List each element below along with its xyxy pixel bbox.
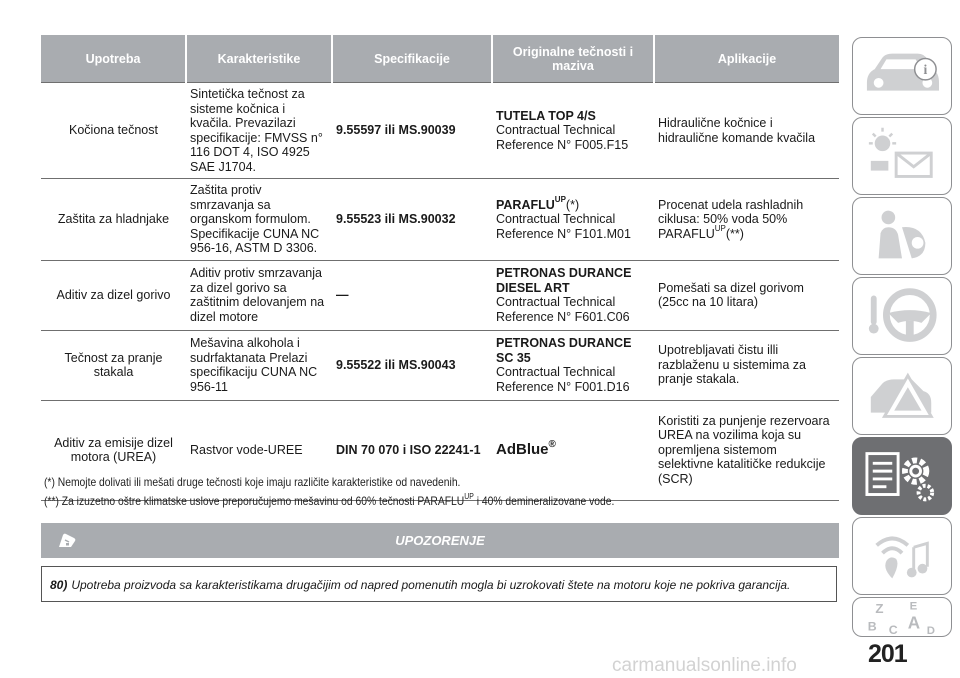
warning-text: 80) Upotreba proizvoda sa karakteristikama drugačijim od napred pomenutih mogla bi uzrokovati štete na motoru koje ne pokriva garancija. [41, 566, 837, 602]
cell-characteristics: Rastvor vode-UREE [186, 400, 332, 500]
product-reference: Contractual Technical Reference N° F101.M01 [496, 212, 631, 241]
emergency-warning-icon [853, 358, 951, 434]
safety-airbag-icon [853, 198, 951, 274]
col-header-specifications: Specifikacije [332, 35, 492, 83]
product-name: PETRONAS DURANCE SC 35 [496, 336, 632, 365]
product-name: AdBlue® [496, 438, 556, 458]
product-name: TUTELA TOP 4/S [496, 108, 596, 123]
nav-tab-starting-driving[interactable] [852, 277, 952, 355]
cell-product [492, 179, 654, 261]
svg-text:E: E [909, 600, 918, 613]
warning-header [41, 523, 839, 558]
table-row [41, 330, 839, 400]
footnotes [44, 473, 844, 511]
cell-specification: 9.55523 ili MS.90032 [332, 179, 492, 261]
cell-application: Pomešati sa dizel gorivom (25cc na 10 litara) [654, 260, 839, 330]
col-header-characteristics: Karakteristike [186, 35, 332, 83]
cell-product [492, 83, 654, 179]
cell-specification: 9.55597 ili MS.90039 [332, 83, 492, 179]
cell-characteristics: Sintetička tečnost za sisteme kočnica i kvačila. Prevazilazi specifikacije: FMVSS n° 116 DOT 4, ISO 4925 SAE J1704. [186, 83, 332, 179]
svg-text:A: A [907, 613, 921, 633]
cell-application: Koristiti za punjenje rezervoara UREA na vozilima koja su opremljena sistemom selektivne katalitičke redukcije (SCR) [654, 400, 839, 500]
cell-use: Aditiv za dizel gorivo [41, 260, 186, 330]
svg-text:C: C [888, 623, 898, 636]
footnote-2: (**) Za izuzetno oštre klimatske uslove preporučujemo mešavinu od 60% tečnosti $PARAFLU^{UP}$ i 40% demineralizovane vode. [44, 492, 615, 508]
cell-product [492, 260, 654, 330]
alphabetical-index-icon [853, 598, 951, 636]
table-row [41, 83, 839, 179]
table-row [41, 260, 839, 330]
product-reference: Contractual Technical Reference N° F601.C06 [496, 295, 630, 324]
cell-specification: — [332, 260, 492, 330]
nav-tab-maintenance[interactable] [852, 437, 952, 515]
nav-tab-emergency[interactable] [852, 357, 952, 435]
fluids-table [41, 35, 839, 501]
nav-tab-index[interactable] [852, 597, 952, 637]
cell-characteristics: Mešavina alkohola i sudrfaktanata Prelazi specifikaciju CUNA NC 956-11 [186, 330, 332, 400]
cell-application: Upotrebljavati čistu illi razblaženu u sistemima za pranje stakala. [654, 330, 839, 400]
cell-use: Tečnost za pranje stakala [41, 330, 186, 400]
nav-tab-car[interactable] [852, 37, 952, 115]
product-reference: Contractual Technical Reference N° F005.F15 [496, 123, 629, 152]
svg-text:Z: Z [875, 601, 884, 617]
watermark: carmanualsonline.info [612, 655, 797, 676]
maintenance-gear-icon [853, 438, 951, 514]
cell-use: Kočiona tečnost [41, 83, 186, 179]
product-reference: Contractual Technical Reference N° F001.D16 [496, 365, 630, 394]
cell-specification: 9.55522 ili MS.90043 [332, 330, 492, 400]
col-header-products: Originalne tečnosti i maziva [492, 35, 654, 83]
svg-text:i: i [923, 62, 928, 78]
nav-tab-multimedia[interactable] [852, 517, 952, 595]
nav-tab-safety[interactable] [852, 197, 952, 275]
svg-text:D: D [926, 625, 935, 636]
steering-wheel-icon [853, 278, 951, 354]
cell-characteristics: Zaštita protiv smrzavanja sa organskom formulom. Specifikacije CUNA NC 956-16, ASTM D 3306. [186, 179, 332, 261]
cell-characteristics: Aditiv protiv smrzavanja za dizel gorivo sa zaštitnim delovanjem na dizel motore [186, 260, 332, 330]
car-icon [853, 38, 951, 114]
footnote-1: (*) Nemojte dolivati ili mešati druge tečnosti koje imaju različite karakteristike od navedenih. [44, 475, 461, 489]
product-name: PETRONAS DURANCE DIESEL ART [496, 266, 632, 295]
nav-tab-dashboard[interactable] [852, 117, 952, 195]
cell-product [492, 330, 654, 400]
cell-application: Hidraulične kočnice i hidraulične komande kvačila [654, 83, 839, 179]
warning-title: UPOZORENJE [395, 533, 485, 548]
dashboard-lights-icon [853, 118, 951, 194]
cell-use: Aditiv za emisije dizel motora (UREA) [41, 400, 186, 500]
table-row [41, 179, 839, 261]
col-header-use: Upotreba [41, 35, 186, 83]
cell-specification: DIN 70 070 i ISO 22241-1 [332, 400, 492, 500]
cell-use: Zaštita za hladnjake [41, 179, 186, 261]
multimedia-icon [853, 518, 951, 594]
table-header [41, 35, 839, 83]
cell-application: Procenat udela rashladnih ciklusa: 50% voda 50% $PARAFLU^{UP}(**)$ [654, 179, 839, 261]
col-header-applications: Aplikacije [654, 35, 839, 83]
product-name: $PARAFLU^{UP}(*)$ [496, 195, 580, 212]
svg-text:B: B [867, 619, 877, 634]
page-number: 201 [868, 640, 907, 668]
